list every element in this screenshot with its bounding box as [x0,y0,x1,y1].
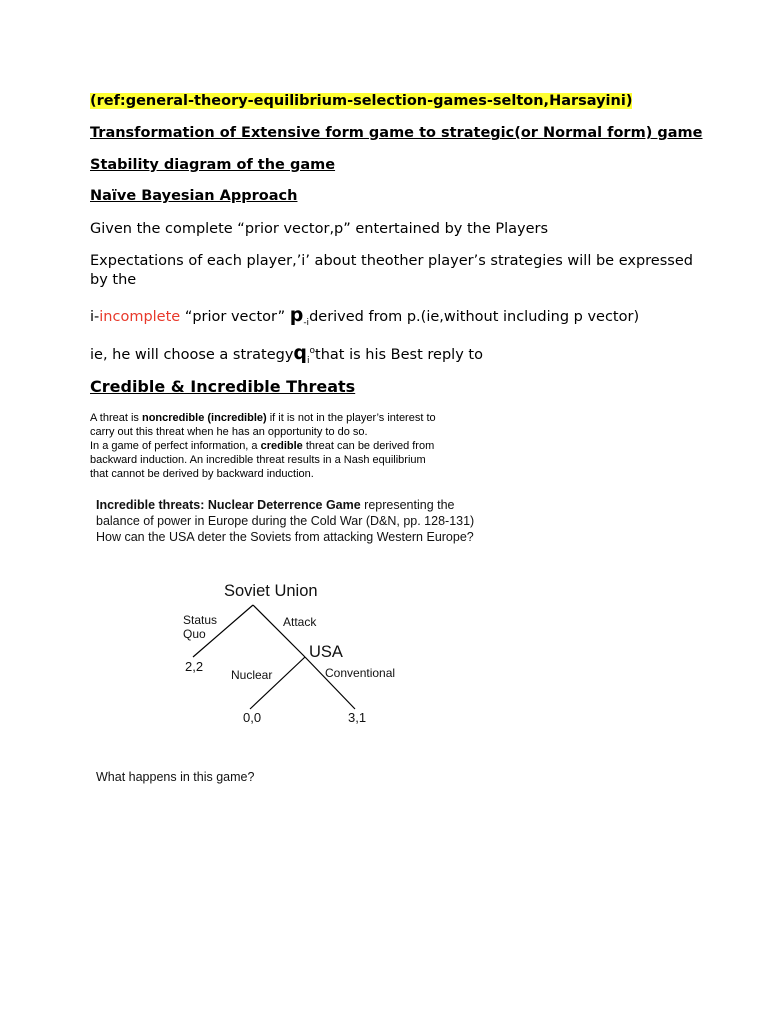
threat-line-4: backward induction. An incredible threat results in a Nash equilibrium [90,454,426,466]
status-label: Status [183,613,218,627]
choose-suffix: that is his Best reply to [315,347,483,363]
attack-branch [253,605,305,657]
naive-bayesian-heading: Naïve Bayesian Approach [90,188,298,204]
threats-heading: Credible & Incredible Threats [90,377,356,396]
derived-text: derived from p.(ie,without including p vector) [309,309,640,325]
threat-line-5: that cannot be derived by backward induction. [90,468,314,480]
soviet-union-node: Soviet Union [224,582,318,600]
nuclear-line-3: How can the USA deter the Soviets from attacking Western Europe? [96,530,474,544]
expectations-line-1: Expectations of each player,’i’ about theother player’s strategies will be expressed [90,253,693,269]
threat-line-3: In a game of perfect information, a credible threat can be derived from [90,440,435,452]
conventional-label: Conventional [325,666,396,680]
status-quo-payoff: 2,2 [185,659,204,674]
conventional-branch [305,657,355,709]
choose-prefix: ie, he will choose a strategy [90,347,294,363]
stability-heading: Stability diagram of the game [90,157,336,173]
usa-node: USA [309,643,343,661]
transformation-heading: Transformation of Extensive form game to strategic(or Normal form) game [90,125,703,141]
q-superscript: o [309,346,316,357]
expectations-line-2: by the [90,272,137,288]
attack-label: Attack [283,615,317,629]
nuclear-branch [250,657,305,709]
i-prefix: i- [90,309,100,325]
nuclear-label: Nuclear [231,668,273,682]
q-subscript: i [307,355,310,366]
threat-line-2: carry out this threat when he has an opportunity to do so. [90,426,368,438]
threat-line-1: A threat is noncredible (incredible) if it is not in the player’s interest to [90,412,436,424]
p-subscript: -i [303,317,310,328]
quo-label: Quo [183,627,206,641]
reference-line: (ref:general-theory-equilibrium-selection-games-selton,Harsayini) [90,93,633,109]
p-symbol: p [289,304,304,326]
nuclear-line-1: Incredible threats: Nuclear Deterrence Game representing the [96,498,455,512]
nuclear-line-2: balance of power in Europe during the Cold War (D&N, pp. 128-131) [96,514,475,528]
incomplete-word: incomplete [99,309,181,325]
q-symbol: q [293,342,308,364]
conventional-payoff: 3,1 [348,710,367,725]
nuclear-payoff: 0,0 [243,710,262,725]
prior-vector-text: “prior vector” [180,309,290,325]
given-paragraph: Given the complete “prior vector,p” entertained by the Players [90,221,549,237]
question-text: What happens in this game? [96,770,255,784]
